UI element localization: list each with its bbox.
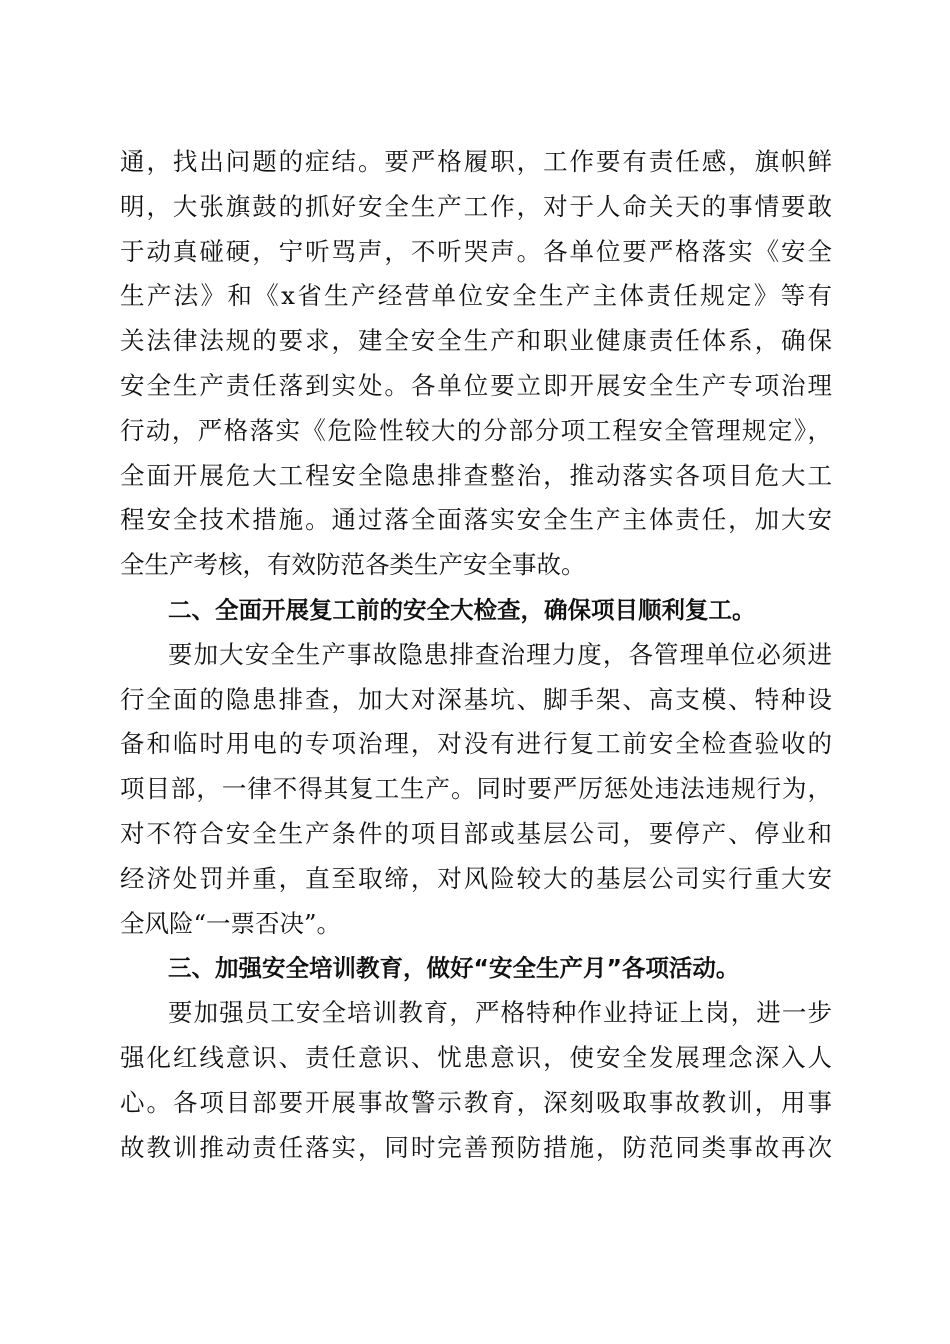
text-line: 关法律法规的要求，建全安全生产和职业健康责任体系，确保 xyxy=(120,326,832,356)
text-line: 全风险“一票否决”。 xyxy=(120,908,342,938)
text-line: 全面开展危大工程安全隐患排查整治，推动落实各项目危大工 xyxy=(120,460,832,490)
text-line: 对不符合安全生产条件的项目部或基层公司，要停产、停业和 xyxy=(120,818,832,848)
text-line: 项目部，一律不得其复工生产。同时要严厉惩处违法违规行为， xyxy=(120,774,832,804)
section-heading-3: 三、加强安全培训教育，做好“安全生产月”各项活动。 xyxy=(168,954,740,983)
text-line: 于动真碰硬，宁听骂声，不听哭声。各单位要严格落实《安全 xyxy=(120,236,832,266)
text-line: 行全面的隐患排查，加大对深基坑、脚手架、高支模、特种设 xyxy=(120,684,832,714)
text-line: 程安全技术措施。通过落全面落实安全生产主体责任，加大安 xyxy=(120,505,832,535)
paragraph-1 xyxy=(120,140,832,588)
text-line: 行动，严格落实《危险性较大的分部分项工程安全管理规定》， xyxy=(120,415,832,445)
text-line: 要加强员工安全培训教育，严格特种作业持证上岗，进一步 xyxy=(168,998,832,1028)
text-line: 故教训推动责任落实，同时完善预防措施，防范同类事故再次 xyxy=(120,1132,832,1162)
paragraph-2 xyxy=(120,633,832,947)
text-line: 通，找出问题的症结。要严格履职，工作要有责任感，旗帜鲜 xyxy=(120,147,832,176)
text-line: 强化红线意识、责任意识、忧患意识，使安全发展理念深入人 xyxy=(120,1042,832,1072)
text-line: 明，大张旗鼓的抓好安全生产工作，对于人命关天的事情要敢 xyxy=(120,191,832,221)
text-line: 经济处罚并重，直至取缔，对风险较大的基层公司实行重大安 xyxy=(120,863,832,893)
paragraph-3 xyxy=(120,991,832,1170)
text-line: 要加大安全生产事故隐患排查治理力度，各管理单位必须进 xyxy=(168,639,832,669)
text-line: 全生产考核，有效防范各类生产安全事故。 xyxy=(120,550,586,580)
document-body xyxy=(120,140,832,1170)
text-line: 备和临时用电的专项治理，对没有进行复工前安全检查验收的 xyxy=(120,729,832,759)
text-line: 生产法》和《x省生产经营单位安全生产主体责任规定》等有 xyxy=(120,281,832,311)
text-line: 心。各项目部要开展事故警示教育，深刻吸取事故教训，用事 xyxy=(120,1087,832,1117)
text-line: 安全生产责任落到实处。各单位要立即开展安全生产专项治理 xyxy=(120,370,832,400)
section-heading-2: 二、全面开展复工前的安全大检查，确保项目顺利复工。 xyxy=(168,595,756,624)
